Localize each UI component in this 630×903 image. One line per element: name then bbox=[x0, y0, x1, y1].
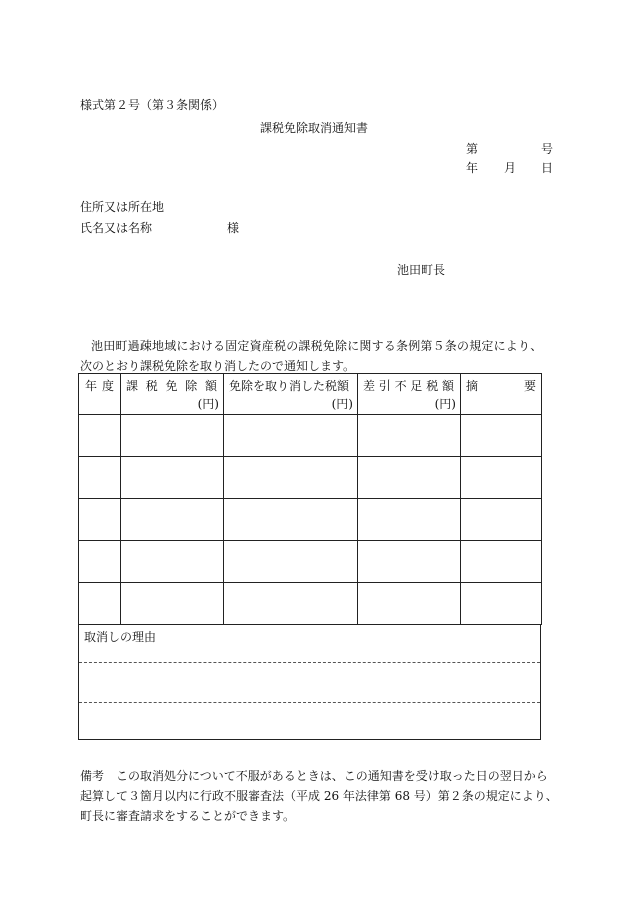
remarks-text-line: 町長に審査請求をすることができます。 bbox=[80, 809, 296, 823]
table-row bbox=[79, 457, 542, 499]
name-label: 氏名又は名称 bbox=[80, 221, 153, 235]
form-number-label: 様式第２号（第３条関係） bbox=[80, 98, 225, 112]
exempt-amount-cell[interactable] bbox=[121, 541, 224, 583]
shortfall-amount-cell[interactable] bbox=[358, 541, 461, 583]
year-cell[interactable] bbox=[79, 541, 121, 583]
summary-cell[interactable] bbox=[461, 415, 542, 457]
reason-writing-line bbox=[79, 702, 540, 703]
exempt-amount-cell[interactable] bbox=[121, 583, 224, 625]
remarks-text-line: 起算して３箇月以内に行政不服審査法（平成 26 年法律第 68 号）第２条の規定により、 bbox=[80, 789, 558, 803]
cancellation-reason-box[interactable] bbox=[78, 624, 541, 740]
unit-label: (円) bbox=[434, 397, 456, 411]
header-shortfall-label: 差 引 不 足 税 額 bbox=[363, 379, 454, 393]
cancellation-reason-label: 取消しの理由 bbox=[84, 630, 157, 644]
header-exempt-label: 課 税 免 除 額 bbox=[126, 379, 217, 393]
summary-cell[interactable] bbox=[461, 541, 542, 583]
date-day-label: 日 bbox=[541, 161, 554, 175]
table-row bbox=[79, 415, 542, 457]
summary-cell[interactable] bbox=[461, 583, 542, 625]
honorific-label: 様 bbox=[227, 221, 240, 235]
header-shortfall-amount bbox=[358, 374, 461, 415]
date-year-label: 年 bbox=[466, 161, 479, 175]
document-title: 課税免除取消通知書 bbox=[260, 121, 369, 135]
reason-writing-line bbox=[79, 662, 540, 663]
address-label: 住所又は所在地 bbox=[80, 200, 165, 214]
year-cell[interactable] bbox=[79, 499, 121, 541]
cancelled-amount-cell[interactable] bbox=[224, 499, 358, 541]
header-year bbox=[79, 374, 121, 415]
summary-cell[interactable] bbox=[461, 499, 542, 541]
issuer-label: 池田町長 bbox=[397, 263, 446, 277]
shortfall-amount-cell[interactable] bbox=[358, 457, 461, 499]
exempt-amount-cell[interactable] bbox=[121, 415, 224, 457]
year-cell[interactable] bbox=[79, 457, 121, 499]
tax-exemption-table bbox=[78, 373, 542, 625]
document-number-prefix: 第 bbox=[466, 142, 479, 156]
table-row bbox=[79, 499, 542, 541]
shortfall-amount-cell[interactable] bbox=[358, 583, 461, 625]
cancelled-amount-cell[interactable] bbox=[224, 583, 358, 625]
header-year-label: 年 度 bbox=[85, 379, 114, 393]
exempt-amount-cell[interactable] bbox=[121, 499, 224, 541]
cancelled-amount-cell[interactable] bbox=[224, 415, 358, 457]
header-cancelled-label: 免除を取り消した税額 bbox=[229, 379, 350, 393]
date-month-label: 月 bbox=[504, 161, 517, 175]
remarks-text-line: 備考 この取消処分について不服があるときは、この通知書を受け取った日の翌日から bbox=[80, 769, 548, 783]
header-summary bbox=[461, 374, 542, 415]
cancelled-amount-cell[interactable] bbox=[224, 457, 358, 499]
unit-label: (円) bbox=[197, 397, 219, 411]
header-summary-label: 摘 要 bbox=[466, 379, 536, 393]
document-number-suffix: 号 bbox=[541, 142, 554, 156]
table-row bbox=[79, 541, 542, 583]
unit-label: (円) bbox=[331, 397, 353, 411]
year-cell[interactable] bbox=[79, 583, 121, 625]
shortfall-amount-cell[interactable] bbox=[358, 499, 461, 541]
table-header-row bbox=[79, 374, 542, 415]
header-exempt-amount bbox=[121, 374, 224, 415]
exempt-amount-cell[interactable] bbox=[121, 457, 224, 499]
shortfall-amount-cell[interactable] bbox=[358, 415, 461, 457]
cancelled-amount-cell[interactable] bbox=[224, 541, 358, 583]
header-cancelled-amount bbox=[224, 374, 358, 415]
summary-cell[interactable] bbox=[461, 457, 542, 499]
body-text-line: 池田町過疎地域における固定資産税の課税免除に関する条例第５条の規定により、 bbox=[91, 339, 543, 353]
body-text-line: 次のとおり課税免除を取り消したので通知します。 bbox=[80, 359, 356, 373]
table-row bbox=[79, 583, 542, 625]
year-cell[interactable] bbox=[79, 415, 121, 457]
